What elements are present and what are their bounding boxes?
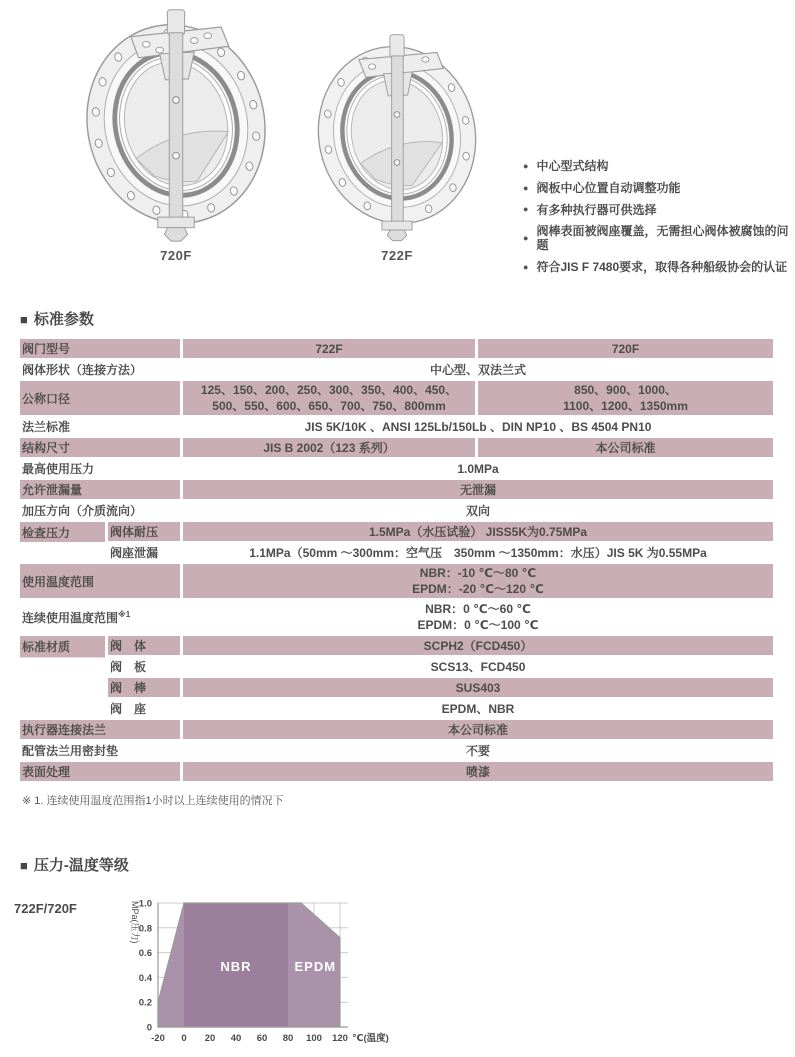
- cell-value: JIS 5K/10K 、ANSI 125Lb/150Lb 、DIN NP10 、BS 4504 PN10: [183, 417, 773, 438]
- cell-value: SCS13、FCD450: [183, 657, 773, 678]
- section-title-standard-params: [20, 308, 795, 329]
- table-row: [20, 501, 773, 522]
- cell-value: 中心型、双法兰式: [183, 360, 773, 381]
- cell-value: SUS403: [183, 678, 773, 699]
- section-marker-icon: ■: [20, 312, 28, 327]
- row-group-label: 标准材质: [20, 636, 108, 720]
- cell-value: NBR：0 ℃～60 ℃ EPDM：0 ℃～100 ℃: [183, 600, 773, 636]
- svg-text:0.8: 0.8: [138, 923, 152, 935]
- cell-722f: 125、150、200、250、300、350、400、450、 500、550、600、650、700、750、800mm: [183, 381, 478, 417]
- svg-text:60: 60: [256, 1033, 268, 1044]
- table-row: [20, 762, 773, 783]
- row-sublabel: 阀 棒: [108, 678, 183, 699]
- table-row: [20, 600, 773, 636]
- svg-text:-20: -20: [151, 1033, 165, 1044]
- svg-text:MPa(压力): MPa(压力): [130, 901, 140, 944]
- table-row: [20, 741, 773, 762]
- cell-value: 1.1MPa（50mm ～300mm：空气压 350mm ～1350mm：水压）JIS 5K 为0.55MPa: [183, 543, 773, 564]
- valve-drawing-722f-icon: [292, 24, 502, 246]
- row-label: 公称口径: [20, 381, 183, 417]
- table-row: [20, 657, 773, 678]
- section-title-pt: [20, 854, 795, 875]
- bullet-icon: ●: [523, 233, 529, 244]
- row-label: 连续使用温度范围$^{※1}$: [20, 600, 183, 636]
- bullet-icon: ●: [523, 160, 529, 171]
- table-row: [20, 360, 773, 381]
- cell-value: EPDM、NBR: [183, 699, 773, 720]
- cell-value: 无泄漏: [183, 480, 773, 501]
- cell-720f: 720F: [478, 339, 773, 360]
- cell-720f: 850、900、1000、 1100、1200、1350mm: [478, 381, 773, 417]
- valve-label-720f: 720F: [160, 248, 192, 263]
- svg-text:80: 80: [282, 1033, 294, 1044]
- row-group-label: 检查压力: [20, 522, 108, 564]
- row-sublabel: 阀体耐压: [108, 522, 183, 543]
- feature-item: [523, 261, 795, 275]
- feature-text: 阀板中心位置自动调整功能: [536, 180, 681, 195]
- cell-value: 1.0MPa: [183, 459, 773, 480]
- svg-text:120: 120: [332, 1033, 348, 1044]
- row-label: 阀体形状（连接方法）: [20, 360, 183, 381]
- svg-text:0: 0: [181, 1033, 187, 1044]
- svg-text:℃(温度): ℃(温度): [352, 1033, 389, 1044]
- svg-text:NBR: NBR: [220, 959, 252, 975]
- feature-item: [523, 182, 795, 196]
- feature-text: 中心型式结构: [536, 159, 609, 173]
- footnote-ref: ※1: [118, 609, 131, 619]
- cell-value: 不要: [183, 741, 773, 762]
- section-marker-icon: ■: [20, 858, 28, 873]
- feature-item: [523, 204, 795, 218]
- row-label: 结构尺寸: [20, 438, 183, 459]
- row-sublabel: 阀 座: [108, 699, 183, 720]
- svg-text:1.0: 1.0: [138, 898, 152, 910]
- feature-item: [523, 225, 795, 253]
- table-row: [20, 699, 773, 720]
- svg-text:0.2: 0.2: [138, 997, 152, 1009]
- bullet-icon: ●: [523, 204, 529, 215]
- feature-text: 有多种执行器可供选择: [536, 202, 657, 217]
- chart-model-label: 722F/720F: [14, 901, 77, 916]
- row-label: 配管法兰用密封垫: [20, 741, 183, 762]
- table-row: [20, 564, 773, 600]
- valve-label-722f: 722F: [381, 248, 413, 263]
- svg-text:40: 40: [230, 1033, 242, 1044]
- feature-list: [523, 160, 795, 283]
- table-row: [20, 720, 773, 741]
- feature-text: 符合JIS F 7480要求，取得各种船级协会的认证: [536, 259, 788, 274]
- spec-table: [20, 339, 773, 783]
- pressure-temperature-chart: [108, 889, 448, 1057]
- row-label: 加压方向（介质流向）: [20, 501, 183, 522]
- hero-section: [0, 0, 795, 300]
- footnote: ※ 1. 连续使用温度范围指1小时以上连续使用的情况下: [22, 795, 284, 807]
- table-row: [20, 480, 773, 501]
- bullet-icon: ●: [523, 182, 529, 193]
- svg-text:0.6: 0.6: [138, 948, 152, 960]
- table-row: [20, 381, 773, 417]
- svg-text:100: 100: [306, 1033, 322, 1044]
- cell-value: NBR：-10 ℃～80 ℃ EPDM：-20 ℃～120 ℃: [183, 564, 773, 600]
- cell-value: 双向: [183, 501, 773, 522]
- row-label: 最高使用压力: [20, 459, 183, 480]
- section-title-text: 标准参数: [33, 311, 94, 328]
- table-row: [20, 636, 773, 657]
- table-row: [20, 678, 773, 699]
- table-row: [20, 438, 773, 459]
- bullet-icon: ●: [523, 261, 529, 272]
- cell-value: SCPH2（FCD450）: [183, 636, 773, 657]
- row-sublabel: 阀座泄漏: [108, 543, 183, 564]
- svg-text:0: 0: [146, 1022, 152, 1034]
- cell-720f: 本公司标准: [478, 438, 773, 459]
- row-label: 使用温度范围: [20, 564, 183, 600]
- cell-value: 喷漆: [183, 762, 773, 783]
- table-row: [20, 543, 773, 564]
- cell-value: 本公司标准: [183, 720, 773, 741]
- row-sublabel: 阀 板: [108, 657, 183, 678]
- table-row: [20, 339, 773, 360]
- cell-722f: JIS B 2002（123 系列）: [183, 438, 478, 459]
- table-row: [20, 522, 773, 543]
- row-label: 执行器连接法兰: [20, 720, 183, 741]
- svg-text:EPDM: EPDM: [294, 959, 337, 975]
- valve-drawing-720f-icon: [62, 4, 290, 244]
- feature-item: [523, 160, 795, 174]
- row-label: 阀门型号: [20, 339, 183, 360]
- section-title-text: 压力-温度等级: [33, 857, 129, 874]
- table-row: [20, 459, 773, 480]
- pressure-temp-section: [0, 854, 795, 1057]
- table-row: [20, 417, 773, 438]
- svg-text:20: 20: [204, 1033, 216, 1044]
- row-sublabel: 阀 体: [108, 636, 183, 657]
- chart-wrap: [14, 889, 795, 1057]
- cell-722f: 722F: [183, 339, 478, 360]
- svg-text:0.4: 0.4: [138, 972, 152, 984]
- feature-text: 阀棒表面被阀座覆盖，无需担心阀体被腐蚀的问题: [536, 224, 789, 253]
- cell-value: 1.5MPa（水压试验） JISS5K为0.75MPa: [183, 522, 773, 543]
- row-label: 表面处理: [20, 762, 183, 783]
- row-label: 法兰标准: [20, 417, 183, 438]
- row-label: 允许泄漏量: [20, 480, 183, 501]
